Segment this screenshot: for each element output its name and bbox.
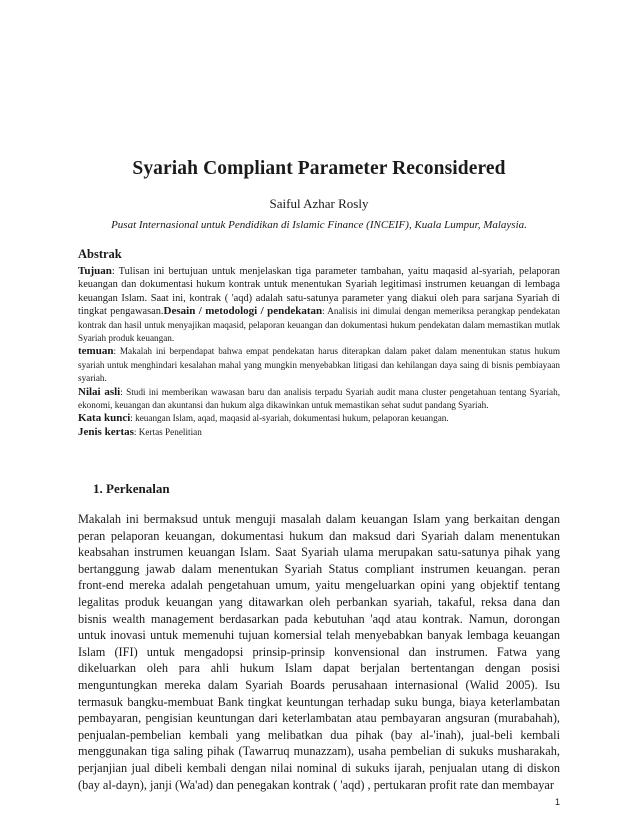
author-affiliation: Pusat Internasional untuk Pendidikan di Islamic Finance (INCEIF), Kuala Lumpur, Malaysia. — [111, 219, 527, 231]
keywords-text: : keuangan Islam, aqad, maqasid al-syariah, dokumentasi hukum, pelaporan keuangan. — [130, 413, 449, 424]
section-body: Makalah ini bermaksud untuk menguji masalah dalam keuangan Islam yang berkaitan dengan peran pelaporan keuangan, dokumentasi hukum dan maksud dari Syariah dalam menentukan keabsahan instrumen keuangan Islam. Saat Syariah ulama merupakan satu-satunya pihak yang bertanggung jawab dalam menentukan Syariah Status compliant instrumen keuangan. peran front-end mereka adalah pengetahuan umum, yaitu mengeluarkan opini yang objektif tentang legalitas produk keuangan yang ditawarkan oleh perbankan syariah, takaful, reksa dana dan bisnis wealth management berdasarkan pada kebutuhan 'aqd atau kontrak. Namun, dorongan untuk inovasi untuk memenuhi tujuan komersial telah menyebabkan banyak lembaga keuangan Islam (IFI) untuk mengadopsi prinsip-prinsip konvensional dan instrumen. Fatwa yang dikeluarkan oleh para ahli hukum Islam dapat berjalan bertentangan dengan posisi menguntungkan mereka dalam Syariah Boards perusahaan internasional (Walid 2005). Isu termasuk bangku-membuat Bank tingkat keuntungan terhadap suku bunga, biaya keterlambatan pembayaran, pengisian keuntungan dari keterlambatan atau pembayaran angsuran (murabahah), penjualan-pembelian kembali yang melibatkan dua pihak (bay al-'inah), jual-beli kembali menggunakan tiga saling pihak (Tawarruq munazzam), usaha pembelian di sukuks musharakah, perjanjian jual dibeli kembali dengan nilai nominal di sukuks ijarah, penjualan utang di diskon (bay al-dayn), janji (Wa'ad) dan penegakan kontrak ( 'aqd) , pertukaran profit rate dan membayar — [78, 512, 560, 792]
purpose-label: Tujuan — [78, 265, 112, 277]
paper-type-text: : Kertas Penelitian — [133, 426, 202, 437]
abstract-purpose — [78, 265, 560, 345]
abstract-heading: Abstrak — [78, 247, 122, 261]
keywords-label: Kata kunci — [78, 412, 131, 425]
paper-type-label: Jenis kertas — [78, 425, 134, 438]
section-heading: 1. Perkenalan — [93, 481, 170, 496]
abstract-originality — [78, 386, 560, 413]
abstract-keywords — [78, 412, 560, 425]
paper-title: Syariah Compliant Parameter Reconsidered — [132, 158, 506, 179]
originality-label: Nilai asli — [78, 385, 121, 398]
findings-label: temuan — [78, 345, 114, 358]
findings-text: : Makalah ini berpendapat bahwa empat pendekatan harus diterapkan dalam paket dalam menentukan status hukum syariah untuk menghindari kesalahan mahal yang mungkin menyebabkan litigasi dan kehilangan daya saing di bisnis pembiayaan syariah. — [78, 346, 560, 384]
purpose-text: : Tulisan ini bertujuan untuk menjelaskan tiga parameter tambahan, yaitu maqasid al-syariah, pelaporan keuangan dan dokumentasi hukum kontrak untuk menentukan Syariah legitimasi instrumen keuangan di lembaga keuangan Islam. Saat ini, kontrak ( 'aqd) adalah satu-satunya parameter yang diakui oleh para sarjana Syariah di tingkat pengawasan. — [78, 266, 560, 318]
abstract-findings — [78, 345, 560, 385]
abstract-paper-type — [78, 426, 560, 439]
page-number: 1 — [555, 797, 561, 807]
author-name: Saiful Azhar Rosly — [269, 196, 369, 211]
abstract-block — [78, 247, 560, 439]
design-text: : Analisis ini dimulai dengan memeriksa perangkap pendekatan kontrak dan hasil untuk menyajikan maqasid, pelaporan keuangan dan dokumentasi hukum pendekatan dalam memastikan mutlak Syariah produk keuangan. — [78, 306, 560, 344]
design-label: Desain / metodologi / pendekatan — [163, 305, 323, 318]
originality-text: : Studi ini memberikan wawasan baru dan analisis terpadu Syariah audit mana cluster pengetahuan tentang Syariah, ekonomi, keuangan dan akuntansi dan hukum alga dikawinkan untuk memastikan sehat sudut pandang Syariah. — [78, 386, 560, 411]
